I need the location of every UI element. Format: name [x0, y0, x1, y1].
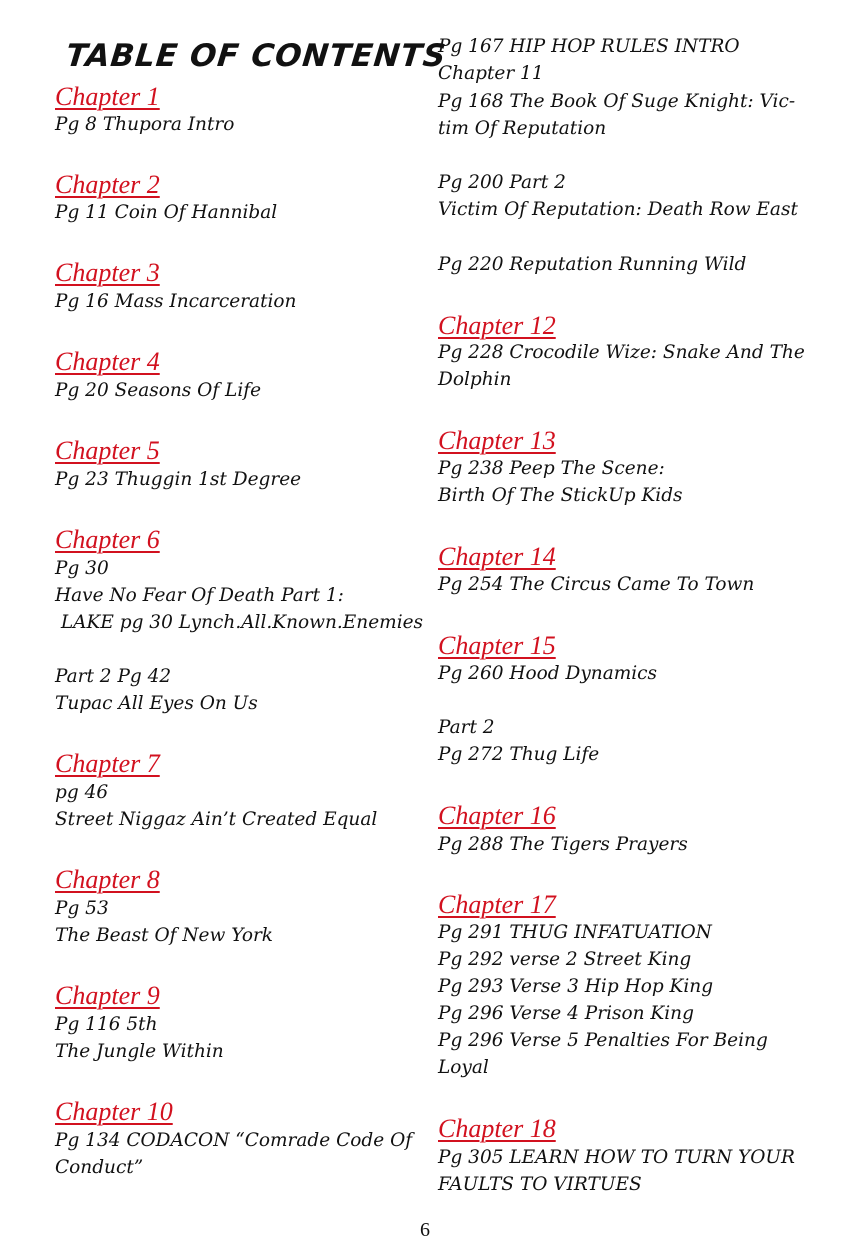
chapter-heading: Chapter 14: [438, 542, 556, 571]
toc-line: Pg 168 The Book Of Suge Knight: Vic-: [438, 91, 796, 112]
toc-line: Pg 292 verse 2 Street King: [438, 949, 692, 970]
toc-line: Pg 167 HIP HOP RULES INTRO: [438, 36, 740, 57]
chapter-heading: Chapter 13: [438, 426, 556, 455]
toc-line: Pg 291 THUG INFATUATION: [438, 922, 712, 943]
toc-line: Have No Fear Of Death Part 1:: [55, 585, 344, 606]
toc-line: Loyal: [438, 1057, 489, 1078]
toc-line: Pg 220 Reputation Running Wild: [438, 254, 747, 275]
chapter-heading: Chapter 2: [55, 170, 160, 199]
toc-line: Birth Of The StickUp Kids: [438, 485, 683, 506]
toc-line: Pg 293 Verse 3 Hip Hop King: [438, 976, 714, 997]
chapter-heading: Chapter 5: [55, 436, 160, 465]
toc-line: Pg 116 5th: [55, 1014, 158, 1035]
toc-line: Pg 30: [55, 558, 109, 579]
toc-line: Pg 20 Seasons Of Life: [55, 380, 262, 401]
toc-line: Pg 296 Verse 4 Prison King: [438, 1003, 694, 1024]
toc-line: Street Niggaz Ain’t Created Equal: [55, 809, 378, 830]
toc-line: Conduct”: [55, 1157, 144, 1178]
toc-line: Pg 305 LEARN HOW TO TURN YOUR: [438, 1147, 795, 1168]
chapter-heading: Chapter 8: [55, 865, 160, 894]
toc-line: Dolphin: [438, 369, 512, 390]
toc-line: Pg 53: [55, 898, 109, 919]
toc-line: Pg 8 Thupora Intro: [55, 114, 235, 135]
chapter-heading: Chapter 4: [55, 347, 160, 376]
toc-line: Pg 228 Crocodile Wize: Snake And The: [438, 342, 805, 363]
chapter-heading: Chapter 1: [55, 82, 160, 111]
toc-line: Pg 11 Coin Of Hannibal: [55, 202, 278, 223]
toc-line: Pg 296 Verse 5 Penalties For Being: [438, 1030, 768, 1051]
toc-line: Pg 272 Thug Life: [438, 744, 600, 765]
toc-line: Victim Of Reputation: Death Row East: [438, 199, 798, 220]
chapter-heading: Chapter 3: [55, 258, 160, 287]
toc-line: LAKE pg 30 Lynch.All.Known.Enemies: [55, 612, 424, 633]
toc-line: Part 2 Pg 42: [55, 666, 172, 687]
chapter-heading: Chapter 16: [438, 801, 556, 830]
chapter-heading: Chapter 12: [438, 311, 556, 340]
toc-line: Chapter 11: [438, 63, 544, 84]
chapter-heading: Chapter 18: [438, 1114, 556, 1143]
toc-line: Pg 260 Hood Dynamics: [438, 663, 658, 684]
toc-line: pg 46: [55, 782, 109, 803]
toc-line: tim Of Reputation: [438, 118, 607, 139]
chapter-heading: Chapter 7: [55, 749, 160, 778]
toc-line: The Beast Of New York: [55, 925, 274, 946]
chapter-heading: Chapter 10: [55, 1097, 173, 1126]
chapter-heading: Chapter 9: [55, 981, 160, 1010]
chapter-heading: Chapter 17: [438, 890, 556, 919]
toc-line: The Jungle Within: [55, 1041, 224, 1062]
chapter-heading: Chapter 15: [438, 631, 556, 660]
toc-line: Pg 134 CODACON “Comrade Code Of: [55, 1130, 413, 1151]
toc-line: Pg 288 The Tigers Prayers: [438, 834, 688, 855]
toc-line: Pg 16 Mass Incarceration: [55, 291, 297, 312]
toc-line: Tupac All Eyes On Us: [55, 693, 258, 714]
toc-line: Part 2: [438, 717, 495, 738]
page-title: TABLE OF CONTENTS: [64, 38, 449, 74]
toc-line: Pg 238 Peep The Scene:: [438, 458, 665, 479]
toc-line: Pg 254 The Circus Came To Town: [438, 574, 755, 595]
toc-line: Pg 200 Part 2: [438, 172, 566, 193]
page-number: 6: [420, 1219, 430, 1241]
toc-line: FAULTS TO VIRTUES: [438, 1174, 642, 1195]
toc-line: Pg 23 Thuggin 1st Degree: [55, 469, 302, 490]
chapter-heading: Chapter 6: [55, 525, 160, 554]
